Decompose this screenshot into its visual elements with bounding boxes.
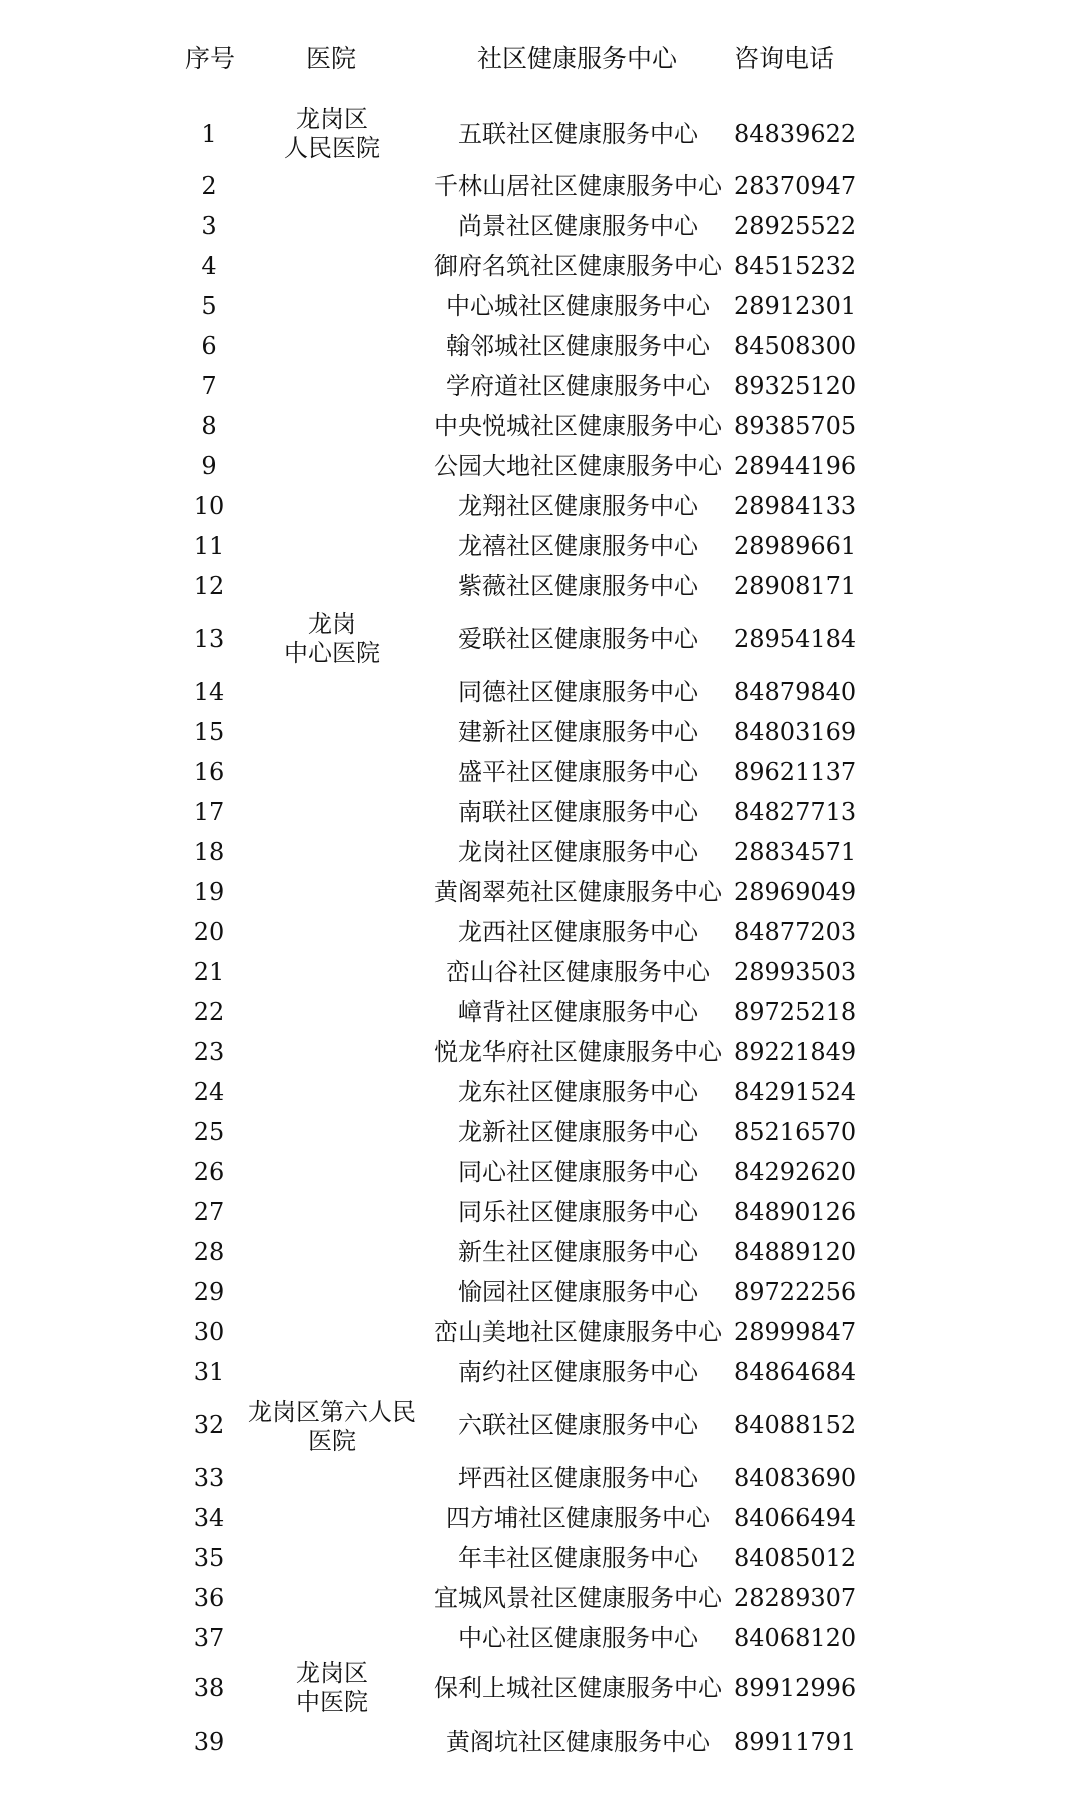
row-index: 2 bbox=[201, 172, 217, 200]
row-phone: 28912301 bbox=[734, 292, 857, 320]
row-phone: 89725218 bbox=[734, 998, 857, 1026]
row-index: 34 bbox=[193, 1504, 225, 1532]
row-index: 13 bbox=[193, 625, 225, 653]
row-center: 建新社区健康服务中心 bbox=[458, 718, 698, 746]
row-center: 学府道社区健康服务中心 bbox=[446, 372, 710, 400]
row-index: 37 bbox=[193, 1624, 225, 1652]
hospital-name-line: 龙岗区 bbox=[296, 105, 368, 133]
row-index: 24 bbox=[193, 1078, 225, 1106]
row-index: 25 bbox=[193, 1118, 225, 1146]
row-center: 中心社区健康服务中心 bbox=[458, 1624, 698, 1652]
row-center: 中心城社区健康服务中心 bbox=[446, 292, 710, 320]
row-index: 33 bbox=[193, 1464, 225, 1492]
row-center: 中央悦城社区健康服务中心 bbox=[434, 412, 722, 440]
row-index: 19 bbox=[193, 878, 225, 906]
row-phone: 89722256 bbox=[734, 1278, 857, 1306]
row-center: 保利上城社区健康服务中心 bbox=[434, 1674, 722, 1702]
row-center: 新生社区健康服务中心 bbox=[458, 1238, 698, 1266]
row-center: 公园大地社区健康服务中心 bbox=[434, 452, 722, 480]
row-center: 爱联社区健康服务中心 bbox=[458, 625, 698, 653]
hospital-name-line: 医院 bbox=[308, 1427, 356, 1455]
row-center: 龙西社区健康服务中心 bbox=[458, 918, 698, 946]
header-phone: 咨询电话 bbox=[734, 44, 835, 73]
row-index: 32 bbox=[193, 1411, 225, 1439]
hospital-name-line: 中医院 bbox=[296, 1688, 368, 1716]
row-center: 六联社区健康服务中心 bbox=[458, 1411, 698, 1439]
row-center: 紫薇社区健康服务中心 bbox=[458, 572, 698, 600]
row-index: 38 bbox=[193, 1674, 225, 1702]
row-phone: 84890126 bbox=[734, 1198, 857, 1226]
row-index: 39 bbox=[193, 1728, 225, 1756]
row-center: 峦山谷社区健康服务中心 bbox=[446, 958, 710, 986]
row-index: 23 bbox=[193, 1038, 225, 1066]
row-center: 尚景社区健康服务中心 bbox=[458, 212, 698, 240]
row-phone: 28370947 bbox=[734, 172, 857, 200]
header-center: 社区健康服务中心 bbox=[477, 44, 678, 73]
row-index: 20 bbox=[193, 918, 225, 946]
row-index: 35 bbox=[193, 1544, 225, 1572]
hospital-name-line: 龙岗区 bbox=[296, 1659, 368, 1687]
row-phone: 84068120 bbox=[734, 1624, 857, 1652]
header-hospital: 医院 bbox=[306, 44, 357, 73]
hospital-name-line: 人民医院 bbox=[284, 134, 380, 162]
row-phone: 28944196 bbox=[734, 452, 857, 480]
row-center: 龙翔社区健康服务中心 bbox=[458, 492, 698, 520]
row-center: 龙禧社区健康服务中心 bbox=[458, 532, 698, 560]
row-center: 千林山居社区健康服务中心 bbox=[434, 172, 722, 200]
row-index: 1 bbox=[201, 120, 217, 148]
row-phone: 28969049 bbox=[734, 878, 857, 906]
row-center: 五联社区健康服务中心 bbox=[458, 120, 698, 148]
row-phone: 84066494 bbox=[734, 1504, 857, 1532]
row-center: 峦山美地社区健康服务中心 bbox=[434, 1318, 722, 1346]
row-phone: 28993503 bbox=[734, 958, 857, 986]
row-phone: 28989661 bbox=[734, 532, 857, 560]
row-index: 31 bbox=[193, 1358, 225, 1386]
row-index: 8 bbox=[201, 412, 217, 440]
row-center: 四方埔社区健康服务中心 bbox=[446, 1504, 710, 1532]
row-center: 龙东社区健康服务中心 bbox=[458, 1078, 698, 1106]
row-index: 27 bbox=[193, 1198, 225, 1226]
row-index: 17 bbox=[193, 798, 225, 826]
row-index: 7 bbox=[201, 372, 217, 400]
row-phone: 84839622 bbox=[734, 120, 857, 148]
row-center: 盛平社区健康服务中心 bbox=[458, 758, 698, 786]
row-index: 21 bbox=[193, 958, 225, 986]
row-phone: 89325120 bbox=[734, 372, 857, 400]
row-center: 愉园社区健康服务中心 bbox=[458, 1278, 698, 1306]
row-center: 同乐社区健康服务中心 bbox=[458, 1198, 698, 1226]
row-phone: 84864684 bbox=[734, 1358, 857, 1386]
row-phone: 28908171 bbox=[734, 572, 857, 600]
row-phone: 84827713 bbox=[734, 798, 857, 826]
row-center: 黄阁坑社区健康服务中心 bbox=[446, 1728, 710, 1756]
row-index: 9 bbox=[201, 452, 217, 480]
row-phone: 84515232 bbox=[734, 252, 857, 280]
row-index: 6 bbox=[201, 332, 217, 360]
row-center: 黄阁翠苑社区健康服务中心 bbox=[434, 878, 722, 906]
row-phone: 28925522 bbox=[734, 212, 857, 240]
row-center: 南联社区健康服务中心 bbox=[458, 798, 698, 826]
row-index: 36 bbox=[193, 1584, 225, 1612]
row-center: 南约社区健康服务中心 bbox=[458, 1358, 698, 1386]
row-phone: 28834571 bbox=[734, 838, 857, 866]
header-index: 序号 bbox=[185, 44, 236, 73]
row-phone: 28954184 bbox=[734, 625, 857, 653]
row-index: 3 bbox=[201, 212, 217, 240]
row-index: 16 bbox=[193, 758, 225, 786]
row-index: 5 bbox=[201, 292, 217, 320]
row-index: 28 bbox=[193, 1238, 225, 1266]
row-index: 10 bbox=[193, 492, 225, 520]
row-phone: 84088152 bbox=[734, 1411, 857, 1439]
row-center: 御府名筑社区健康服务中心 bbox=[434, 252, 722, 280]
row-center: 年丰社区健康服务中心 bbox=[458, 1544, 698, 1572]
row-center: 坪西社区健康服务中心 bbox=[458, 1464, 698, 1492]
row-index: 15 bbox=[193, 718, 225, 746]
row-phone: 89621137 bbox=[734, 758, 857, 786]
hospital-name-line: 中心医院 bbox=[284, 639, 380, 667]
row-center: 龙新社区健康服务中心 bbox=[458, 1118, 698, 1146]
row-phone: 84877203 bbox=[734, 918, 857, 946]
row-phone: 89221849 bbox=[734, 1038, 857, 1066]
row-index: 11 bbox=[193, 532, 225, 560]
row-center: 嶂背社区健康服务中心 bbox=[458, 998, 698, 1026]
row-index: 14 bbox=[193, 678, 225, 706]
row-phone: 84803169 bbox=[734, 718, 857, 746]
row-center: 龙岗社区健康服务中心 bbox=[458, 838, 698, 866]
row-index: 4 bbox=[201, 252, 217, 280]
row-phone: 28289307 bbox=[734, 1584, 857, 1612]
row-center: 同德社区健康服务中心 bbox=[458, 678, 698, 706]
row-phone: 89912996 bbox=[734, 1674, 857, 1702]
row-index: 29 bbox=[193, 1278, 225, 1306]
row-center: 翰邻城社区健康服务中心 bbox=[446, 332, 710, 360]
row-index: 12 bbox=[193, 572, 225, 600]
row-phone: 89385705 bbox=[734, 412, 857, 440]
row-index: 30 bbox=[193, 1318, 225, 1346]
row-phone: 84889120 bbox=[734, 1238, 857, 1266]
row-phone: 84083690 bbox=[734, 1464, 857, 1492]
row-phone: 84292620 bbox=[734, 1158, 857, 1186]
row-phone: 84291524 bbox=[734, 1078, 857, 1106]
row-phone: 84879840 bbox=[734, 678, 857, 706]
hospital-name-line: 龙岗区第六人民 bbox=[248, 1398, 416, 1426]
row-phone: 84085012 bbox=[734, 1544, 857, 1572]
row-index: 26 bbox=[193, 1158, 225, 1186]
hospital-name-line: 龙岗 bbox=[308, 610, 356, 638]
row-center: 悦龙华府社区健康服务中心 bbox=[434, 1038, 722, 1066]
row-phone: 89911791 bbox=[734, 1728, 857, 1756]
row-index: 18 bbox=[193, 838, 225, 866]
row-phone: 85216570 bbox=[734, 1118, 857, 1146]
row-phone: 28984133 bbox=[734, 492, 857, 520]
row-center: 同心社区健康服务中心 bbox=[458, 1158, 698, 1186]
row-index: 22 bbox=[193, 998, 225, 1026]
row-phone: 28999847 bbox=[734, 1318, 857, 1346]
row-phone: 84508300 bbox=[734, 332, 857, 360]
row-center: 宜城风景社区健康服务中心 bbox=[434, 1584, 722, 1612]
